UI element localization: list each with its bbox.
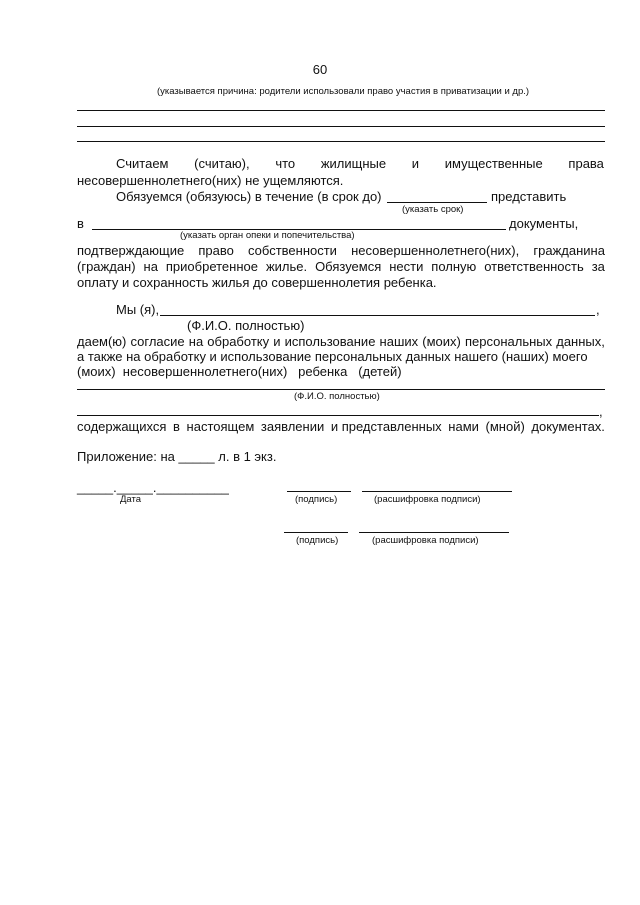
word: несовершеннолетнего(них), — [351, 243, 520, 258]
p2-suffix: документы, — [509, 216, 579, 231]
signature-field-2[interactable] — [284, 532, 348, 533]
word: жилье. — [265, 259, 308, 274]
word: заявлении — [260, 419, 325, 434]
deadline-hint: (указать срок) — [402, 204, 464, 215]
p2-end: представить — [491, 189, 567, 204]
p2-line-3 — [77, 243, 605, 258]
word: собственности — [248, 243, 337, 258]
p3-line-4: (моих) несовершеннолетнего(них) ребенка (детей) — [77, 364, 402, 379]
word: наших — [379, 334, 419, 349]
reason-line-2[interactable] — [77, 126, 605, 127]
word: использование — [284, 334, 376, 349]
p2-line-4 — [77, 259, 605, 274]
word: содержащихся — [77, 419, 167, 434]
signature-decode-field-2[interactable] — [359, 532, 509, 533]
p3-line-5 — [77, 419, 605, 434]
word: что — [275, 156, 296, 171]
attachment-line: Приложение: на _____ л. в 1 экз. — [77, 449, 277, 464]
reason-line-3[interactable] — [77, 141, 605, 142]
word: даем(ю) — [77, 334, 127, 349]
signature-field-1[interactable] — [287, 491, 351, 492]
date-label: Дата — [120, 494, 142, 505]
word: и — [411, 156, 420, 171]
children-comma: , — [599, 404, 603, 419]
fio-hint: (Ф.И.О. полностью) — [187, 318, 305, 333]
word: (моих) — [422, 334, 461, 349]
we-label: Мы (я), — [116, 302, 160, 317]
page-number: 60 — [312, 62, 328, 77]
word: обработку — [207, 334, 270, 349]
word: и представленных — [330, 419, 442, 434]
word: согласие — [130, 334, 185, 349]
applicant-fio-field[interactable] — [160, 315, 595, 316]
p2-prefix: в — [77, 216, 84, 231]
p3-line-3: а также на обработку и использование персональных данных нашего (наших) моего — [77, 349, 588, 364]
word: настоящем — [186, 419, 255, 434]
word: права — [568, 156, 604, 171]
word: документах. — [531, 419, 605, 434]
signature-decode-label-1: (расшифровка подписи) — [374, 494, 481, 505]
children-fio-field-2[interactable] — [77, 415, 599, 416]
word: жилищные — [320, 156, 387, 171]
date-field[interactable]: _____._____.__________ — [77, 480, 229, 495]
deadline-field[interactable] — [387, 202, 487, 203]
word: нести — [389, 259, 424, 274]
signature-label-1: (подпись) — [295, 494, 338, 505]
word: Обязуемся — [315, 259, 382, 274]
fio-hint-2: (Ф.И.О. полностью) — [294, 391, 380, 402]
word: за — [591, 259, 605, 274]
word: в — [173, 419, 180, 434]
word: гражданина — [533, 243, 605, 258]
word: Считаем — [116, 156, 169, 171]
word: подтверждающие — [77, 243, 185, 258]
word: (мной) — [485, 419, 525, 434]
p2-line-5: оплату и сохранность жилья до совершеннолетия ребенка. — [77, 275, 437, 290]
word: нами — [448, 419, 479, 434]
signature-label-2: (подпись) — [296, 535, 339, 546]
word: право — [198, 243, 234, 258]
p1-line-1 — [116, 156, 604, 171]
p2-start: Обязуемся (обязуюсь) в течение (в срок до) — [116, 189, 382, 204]
word: (граждан) — [77, 259, 136, 274]
word: персональных — [464, 334, 553, 349]
word: на — [188, 334, 204, 349]
word: на — [143, 259, 158, 274]
word: полную — [431, 259, 477, 274]
p3-line-2 — [77, 334, 605, 349]
word: имущественные — [444, 156, 543, 171]
word: (считаю), — [194, 156, 250, 171]
org-hint: (указать орган опеки и попечительства) — [180, 230, 355, 241]
word: данных, — [556, 334, 605, 349]
word: приобретенное — [165, 259, 258, 274]
word: и — [273, 334, 281, 349]
p1-line-2: несовершеннолетнего(них) не ущемляются. — [77, 173, 344, 188]
signature-decode-field-1[interactable] — [362, 491, 512, 492]
reason-note: (указывается причина: родители использовали право участия в приватизации и др.) — [156, 86, 530, 97]
signature-decode-label-2: (расшифровка подписи) — [372, 535, 479, 546]
word: ответственность — [484, 259, 584, 274]
children-fio-field[interactable] — [77, 389, 605, 390]
reason-line-1[interactable] — [77, 110, 605, 111]
we-comma: , — [596, 302, 600, 317]
